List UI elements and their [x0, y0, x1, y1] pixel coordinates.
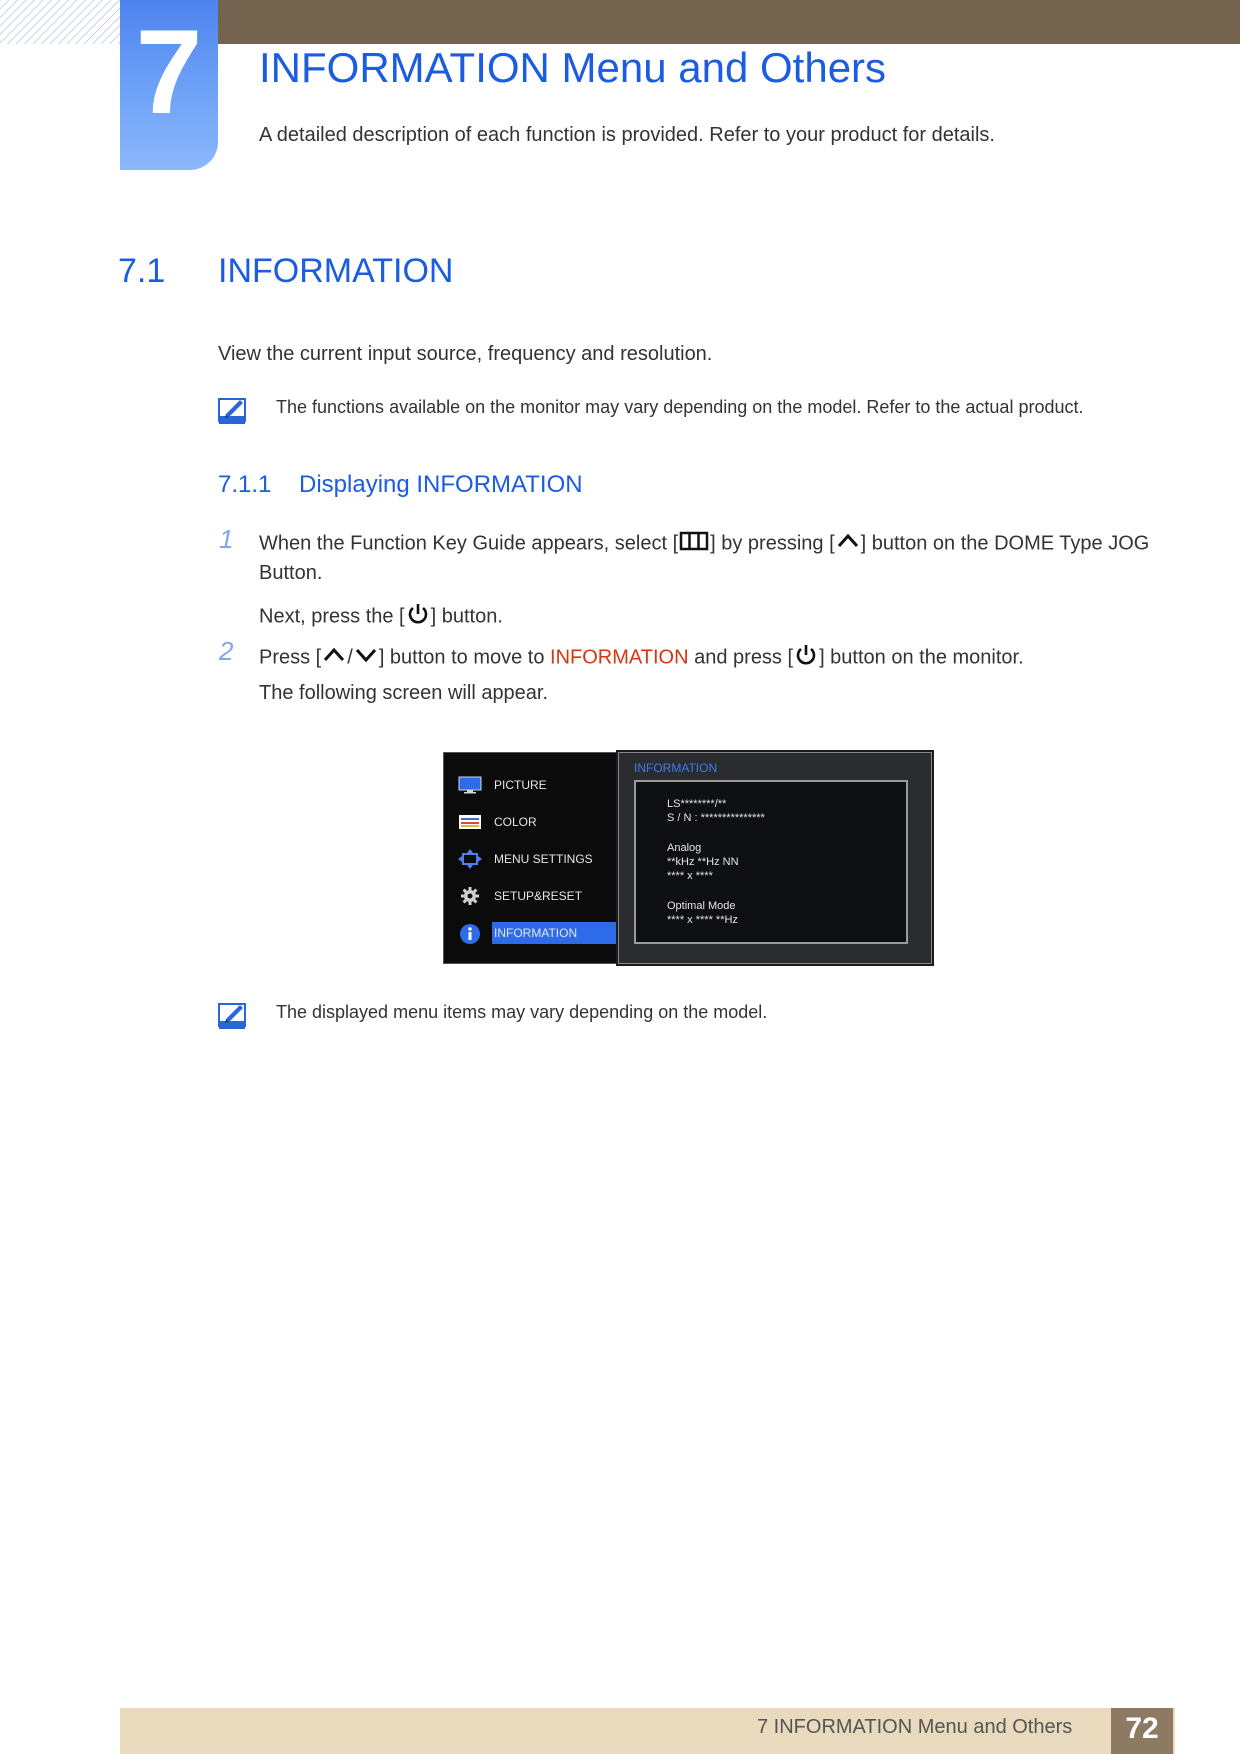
- osd-optimal-value: **** x **** **Hz: [667, 914, 738, 926]
- subsection-number: 7.1.1: [218, 471, 272, 498]
- section-title: INFORMATION: [218, 252, 454, 290]
- osd-item-label: COLOR: [494, 815, 537, 829]
- osd-item-label: MENU SETTINGS: [494, 852, 593, 866]
- osd-source-line: Analog: [667, 842, 702, 854]
- osd-item-setup-reset: [458, 884, 618, 908]
- chapter-number: 7: [135, 5, 203, 139]
- subsection-title: Displaying INFORMATION: [299, 471, 583, 498]
- step-2-part-c: and press [: [688, 646, 794, 669]
- note-text: The functions available on the monitor may vary depending on the model. Refer to the actual product.: [276, 397, 1084, 417]
- osd-frequency-line: **kHz **Hz NN: [667, 856, 739, 868]
- color-bars-icon: [458, 812, 482, 832]
- osd-item-menu-settings: [458, 847, 618, 871]
- step-2-part-d: ] button on the monitor.: [819, 646, 1024, 669]
- step-1-next-a: Next, press the [: [259, 605, 405, 628]
- step-2-part-b: ] button to move to: [378, 646, 551, 669]
- osd-model-line: LS********/**: [667, 798, 727, 810]
- power-icon: [794, 643, 818, 673]
- osd-info-title: INFORMATION: [634, 761, 718, 775]
- osd-item-color: [458, 810, 618, 834]
- step-2-after: The following screen will appear.: [259, 682, 549, 704]
- header-hatch-pattern: [0, 0, 120, 44]
- jog-up-icon: [836, 530, 860, 558]
- osd-optimal-label: Optimal Mode: [667, 900, 736, 912]
- info-icon: [458, 923, 482, 943]
- step-number: 1: [219, 524, 234, 554]
- section-number: 7.1: [118, 252, 166, 290]
- step-2-part-a: Press [: [259, 646, 322, 669]
- note-pencil-icon: [218, 396, 248, 426]
- osd-item-label: PICTURE: [494, 778, 547, 792]
- step-2-text: [259, 643, 1024, 673]
- osd-item-label: SETUP&RESET: [494, 889, 583, 903]
- osd-resolution-line: **** x ****: [667, 870, 713, 882]
- note-pencil-icon: [218, 1001, 248, 1031]
- section-intro: View the current input source, frequency and resolution.: [218, 343, 713, 365]
- jog-down-icon: [354, 644, 378, 672]
- chapter-title: INFORMATION Menu and Others: [259, 44, 887, 91]
- step-1-continued: Button.: [259, 562, 323, 584]
- move-arrows-icon: [458, 849, 482, 869]
- osd-serial-line: S / N : ***************: [667, 812, 765, 824]
- step-number: 2: [219, 636, 234, 666]
- gear-icon: [458, 886, 482, 906]
- information-highlight: INFORMATION: [550, 646, 689, 669]
- step-1-part-a: When the Function Key Guide appears, select [: [259, 532, 679, 555]
- chapter-description: A detailed description of each function is provided. Refer to your product for details.: [259, 124, 995, 146]
- step-2-slash: /: [347, 646, 353, 669]
- page-number: 72: [1125, 1712, 1159, 1745]
- note-text: The displayed menu items may vary depending on the model.: [276, 1002, 768, 1022]
- step-1-part-b: ] by pressing [: [710, 532, 835, 555]
- step-1-text: [259, 530, 1149, 558]
- footer-chapter-title: 7 INFORMATION Menu and Others: [757, 1716, 1073, 1738]
- header-band: [218, 0, 1240, 44]
- menu-grid-icon: [679, 530, 709, 558]
- osd-item-information: [458, 921, 618, 945]
- osd-item-label: INFORMATION: [494, 926, 578, 940]
- step-1-part-c: ] button on the DOME Type JOG: [860, 532, 1150, 555]
- step-1-next: [259, 602, 503, 632]
- monitor-icon: [458, 775, 482, 795]
- power-icon: [406, 602, 430, 632]
- osd-item-picture: [458, 773, 618, 797]
- step-1-next-b: ] button.: [430, 605, 503, 628]
- jog-up-icon: [322, 644, 346, 672]
- osd-menu-panel: [443, 752, 620, 964]
- osd-info-box: [634, 780, 908, 944]
